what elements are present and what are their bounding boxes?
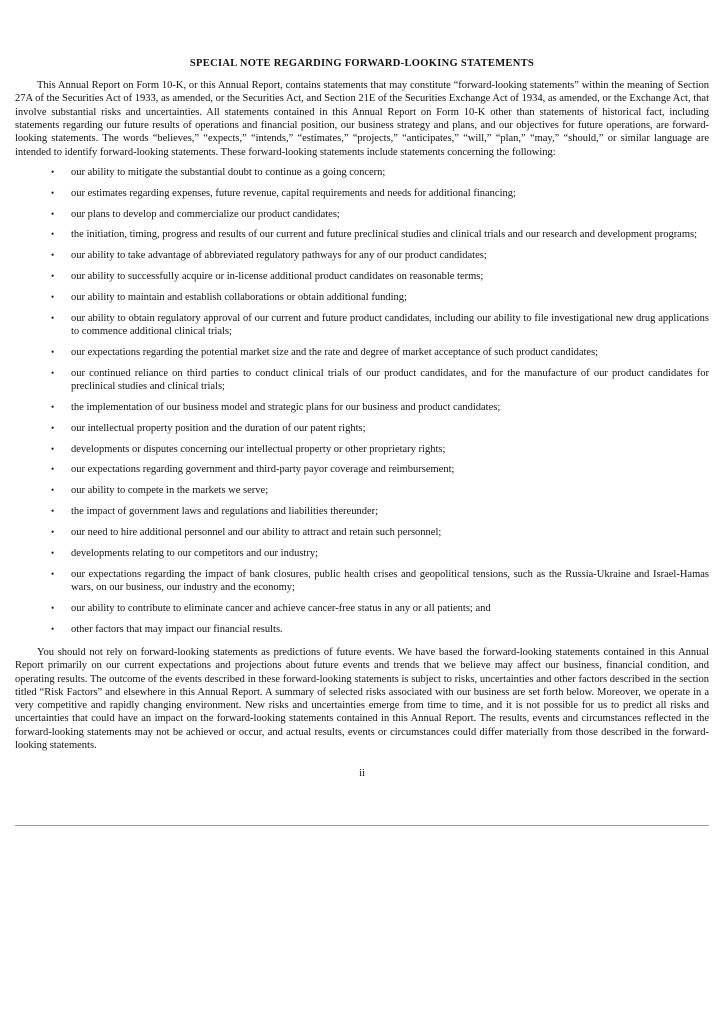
list-item (15, 401, 709, 414)
bullet-icon: • (51, 464, 55, 475)
bullet-icon: • (51, 187, 55, 198)
forward-looking-list (15, 166, 709, 636)
bullet-text: our need to hire additional personnel and our ability to attract and retain such personnel; (71, 526, 442, 538)
list-item (15, 166, 709, 179)
list-item (15, 249, 709, 262)
list-item (15, 602, 709, 615)
bullet-icon: • (51, 401, 55, 412)
bullet-icon: • (51, 568, 55, 579)
bullet-text: our plans to develop and commercialize our product candidates; (71, 208, 340, 220)
closing-paragraph: You should not rely on forward-looking statements as predictions of future events. We have based the forward-looking statements contained in this Annual Report primarily on our current expectations and projections about future events and trends that we believe may affect our business, financial condition, and operating results. The outcome of the events described in these forward-looking statements is subject to risks, uncertainties and other factors described in the section titled “Risk Factors” and elsewhere in this Annual Report. A summary of selected risks associated with our business are set forth below. Moreover, we operate in a very competitive and rapidly changing environment. New risks and uncertainties emerge from time to time, and it is not possible for us to predict all risks and uncertainties that could have an impact on the forward-looking statements contained in this Annual Report. The results, events and circumstances reflected in the forward-looking statements may not be achieved or occur, and actual results, events or circumstances could differ materially from those described in the forward-looking statements. (15, 646, 709, 752)
bullet-icon: • (51, 422, 55, 433)
bullet-text: our estimates regarding expenses, future revenue, capital requirements and needs for additional financing; (71, 187, 516, 199)
bullet-icon: • (51, 526, 55, 537)
bullet-icon: • (51, 166, 55, 177)
bullet-text: our ability to maintain and establish collaborations or obtain additional funding; (71, 291, 407, 303)
list-item (15, 346, 709, 359)
bullet-text: our ability to take advantage of abbreviated regulatory pathways for any of our product candidates; (71, 250, 487, 262)
list-item (15, 568, 709, 595)
list-item (15, 291, 709, 304)
bullet-icon: • (51, 271, 55, 282)
bullet-text: developments relating to our competitors and our industry; (71, 547, 318, 559)
bullet-text: other factors that may impact our financial results. (71, 623, 283, 635)
list-item (15, 208, 709, 221)
bullet-text: our ability to compete in the markets we serve; (71, 485, 269, 497)
bullet-text: our expectations regarding the impact of bank closures, public health crises and geopolitical tensions, such as the Russia-Ukraine and Israel-Hamas wars, on our business, our industry and the economy; (71, 568, 709, 593)
bullet-text: the implementation of our business model and strategic plans for our business and product candidates; (71, 401, 501, 413)
bullet-icon: • (51, 367, 55, 378)
list-item (15, 623, 709, 636)
bullet-text: our expectations regarding government and third-party payor coverage and reimbursement; (71, 464, 455, 476)
bullet-icon: • (51, 229, 55, 240)
list-item (15, 312, 709, 339)
bullet-icon: • (51, 250, 55, 261)
bullet-icon: • (51, 485, 55, 496)
list-item (15, 367, 709, 394)
list-item (15, 505, 709, 518)
bullet-icon: • (51, 443, 55, 454)
list-item (15, 187, 709, 200)
bullet-text: our ability to mitigate the substantial doubt to continue as a going concern; (71, 166, 386, 178)
list-item (15, 484, 709, 497)
bullet-icon: • (51, 602, 55, 613)
bullet-icon: • (51, 506, 55, 517)
list-item (15, 443, 709, 456)
bullet-icon: • (51, 346, 55, 357)
bullet-text: our intellectual property position and the duration of our patent rights; (71, 422, 366, 434)
bullet-text: our expectations regarding the potential market size and the rate and degree of market acceptance of such product candidates; (71, 346, 599, 358)
bullet-text: our ability to contribute to eliminate cancer and achieve cancer-free status in any or all patients; and (71, 602, 491, 614)
bullet-icon: • (51, 291, 55, 302)
page-title: SPECIAL NOTE REGARDING FORWARD-LOOKING STATEMENTS (189, 58, 535, 69)
page-number: ii (359, 768, 365, 780)
bullet-text: the impact of government laws and regulations and liabilities thereunder; (71, 506, 379, 518)
intro-paragraph: This Annual Report on Form 10-K, or this Annual Report, contains statements that may constitute “forward-looking statements” within the meaning of Section 27A of the Securities Act of 1933, as amended, or the Securities Act, and Section 21E of the Securities Exchange Act of 1934, as amended, or the Exchange Act, that involve substantial risks and uncertainties. All statements contained in this Annual Report on Form 10-K other than statements of historical fact, including statements regarding our future results of operations and financial position, our business strategy and plans, and our objectives for future operations, are forward-looking statements. The words “believes,” “expects,” “intends,” “estimates,” “projects,” “anticipates,” “will,” “plan,” “may,” “should,” or similar language are intended to identify forward-looking statements. These forward-looking statements include statements concerning the following: (15, 80, 709, 158)
bullet-icon: • (51, 623, 55, 634)
list-item (15, 463, 709, 476)
list-item (15, 228, 709, 241)
bullet-text: our ability to obtain regulatory approval of our current and future product candidates, including our ability to file investigational new drug applications to commence additional clinical trials; (71, 312, 709, 338)
list-item (15, 547, 709, 560)
bullet-text: our ability to successfully acquire or in-license additional product candidates on reasonable terms; (71, 271, 484, 283)
list-item (15, 422, 709, 435)
list-item (15, 526, 709, 539)
bullet-text: the initiation, timing, progress and results of our current and future preclinical studies and clinical trials and our research and development programs; (71, 229, 698, 241)
footer-divider (15, 825, 709, 826)
bullet-text: developments or disputes concerning our intellectual property or other proprietary rights; (71, 443, 446, 455)
list-item (15, 270, 709, 283)
bullet-icon: • (51, 547, 55, 558)
bullet-icon: • (51, 208, 55, 219)
bullet-icon: • (51, 312, 55, 323)
bullet-text: our continued reliance on third parties to conduct clinical trials of our product candidates, and for the manufacture of our product candidates for preclinical studies and clinical trials; (71, 367, 709, 393)
